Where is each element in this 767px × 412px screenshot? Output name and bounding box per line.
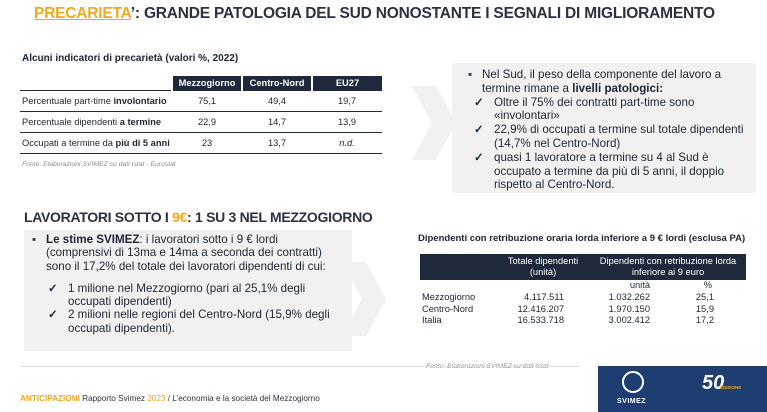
row-label	[20, 111, 172, 132]
table2-units-row	[420, 280, 746, 292]
callout-lead-bold: livelli patologici:	[572, 81, 664, 95]
table2-region: Mezzogiorno	[422, 292, 476, 302]
table-cell: 15,9	[695, 303, 714, 314]
north-south-callout	[452, 63, 756, 193]
row-label-bold: a termine	[119, 116, 162, 127]
title-accent: PRECARIETA	[34, 5, 131, 22]
table-cell: 3.002.412	[608, 315, 650, 325]
table1-header-centro-nord: Centro-Nord	[242, 76, 312, 90]
footer	[0, 366, 767, 412]
table1-source: Fonte: Elaborazioni SVIMEZ su dati Istat - Eurostat	[22, 161, 176, 168]
section2-title-highlight: 9€	[172, 209, 188, 225]
footer-year: 2023	[147, 394, 166, 403]
footer-anticipazioni: ANTICIPAZIONI	[20, 394, 80, 403]
page-title	[34, 5, 715, 23]
list-item: ✓ 22,9% di occupati a termine sul totale dipendenti (14,7% nel Centro-Nord)	[466, 123, 746, 151]
table-row	[20, 132, 382, 153]
table-cell: 23	[172, 132, 242, 153]
table-row	[20, 90, 382, 111]
estimates-lead-bold: Le stime SVIMEZ	[46, 233, 140, 246]
footer-divider	[20, 366, 580, 367]
table-row	[420, 292, 746, 304]
table-cell: 17,2	[695, 315, 714, 325]
estimates-lead-text: : i lavoratori sotto i 9 € lordi (comprensivi di 13ma e 14ma a seconda dei contratti) sono il 17,2% del totale dei lavoratori dipendenti di cui:	[46, 233, 326, 273]
row-label-text: Occupati a termine da	[22, 137, 116, 148]
title-rest: ’: GRANDE PATOLOGIA DEL SUD NONOSTANTE I SEGNALI DI MIGLIORAMENTO	[130, 5, 715, 22]
table1-header-mezzogiorno: Mezzogiorno	[172, 76, 242, 90]
table2-title: Dipendenti con retribuzione oraria lorda inferiore a 9 € lordi (esclusa PA)	[418, 233, 746, 244]
table-row	[20, 111, 382, 132]
table-cell: 12.416.207	[517, 303, 564, 314]
table-cell: 75,1	[172, 90, 242, 111]
table2-region: Centro-Nord	[422, 303, 474, 314]
table-cell: 19,7	[312, 90, 382, 111]
table1-caption: Alcuni indicatori di precarietà (valori %, 2022)	[22, 53, 239, 64]
list-item: ✓ 2 milioni nelle regioni del Centro-Nord (15,9% degli occupati dipendenti).	[30, 308, 346, 335]
table-cell: 14,7	[242, 111, 312, 132]
table-cell: 1.032.262	[608, 292, 650, 302]
table2-unit-unita: unità	[629, 280, 650, 290]
chevron-arrow-icon	[412, 86, 456, 160]
row-label	[20, 90, 172, 111]
list-item: ✓ Oltre il 75% dei contratti part-time sono «involontari»	[466, 96, 746, 124]
section2-title-after: : 1 SU 3 NEL MEZZOGIORNO	[187, 209, 373, 225]
section2-title	[24, 209, 373, 225]
footer-brand-panel	[598, 366, 767, 412]
table-cell: 13,7	[242, 132, 312, 153]
table1-header-blank	[20, 76, 172, 90]
svimez-logo-icon	[622, 371, 644, 393]
wage-table	[420, 254, 746, 327]
callout-list	[466, 96, 746, 193]
table-cell: 49,4	[242, 90, 312, 111]
table-cell: 16.533.718	[517, 315, 564, 325]
section2-title-before: LAVORATORI SOTTO I	[24, 209, 173, 225]
row-label	[20, 132, 172, 153]
table2-header-row	[420, 254, 746, 280]
table2-header-total: Totale dipendenti (unità)	[507, 256, 579, 277]
table-cell: 4.117.511	[524, 292, 564, 302]
list-item: ✓ 1 milione nel Mezzogiorno (pari al 25,1% degli occupati dipendenti)	[30, 282, 346, 309]
table2-unit-percent: %	[703, 280, 712, 290]
svimez-logo-text: SVIMEZ	[617, 398, 647, 405]
table-cell: 22,9	[172, 111, 242, 132]
footer-text	[20, 394, 320, 403]
table1-header-eu27: EU27	[312, 76, 382, 90]
table2-header-below: Dipendenti con retribuzione lorda inferiore ai 9 euro	[599, 256, 737, 277]
precariety-table	[20, 76, 382, 154]
table-cell: n.d.	[312, 132, 382, 153]
row-label-text: Percentuale dipendenti	[22, 116, 120, 127]
estimates-list	[30, 282, 346, 335]
callout-lead	[466, 68, 746, 96]
anniversary-badge: 50	[702, 372, 725, 394]
table-row	[420, 315, 746, 327]
anniversary-badge-sub: EDIZIONE	[720, 385, 742, 390]
table-cell: 1.970.150	[608, 303, 650, 314]
estimates-lead	[30, 233, 346, 273]
table-cell: 25,1	[695, 292, 714, 302]
table1-header-row	[20, 76, 382, 90]
table-row	[420, 304, 746, 316]
footer-separator: /	[165, 394, 173, 403]
table-cell: 13,9	[312, 111, 382, 132]
table2-region: Italia	[422, 315, 442, 325]
row-label-text: Percentuale part-time	[22, 95, 114, 106]
footer-tagline: L’economia e la società del Mezzogiorno	[172, 394, 320, 403]
callout-lead-text: Nel Sud, il peso della componente del lavoro a termine rimane a	[482, 68, 722, 95]
row-label-bold: più di 5 anni	[115, 137, 170, 148]
list-item: ✓ quasi 1 lavoratore a termine su 4 al Sud è occupato a termine da più di 5 anni, il doppio rispetto al Centro-Nord.	[466, 151, 746, 192]
svimez-estimates-box	[24, 230, 352, 351]
row-label-bold: involontario	[113, 95, 167, 106]
footer-report: Rapporto Svimez	[79, 394, 148, 403]
